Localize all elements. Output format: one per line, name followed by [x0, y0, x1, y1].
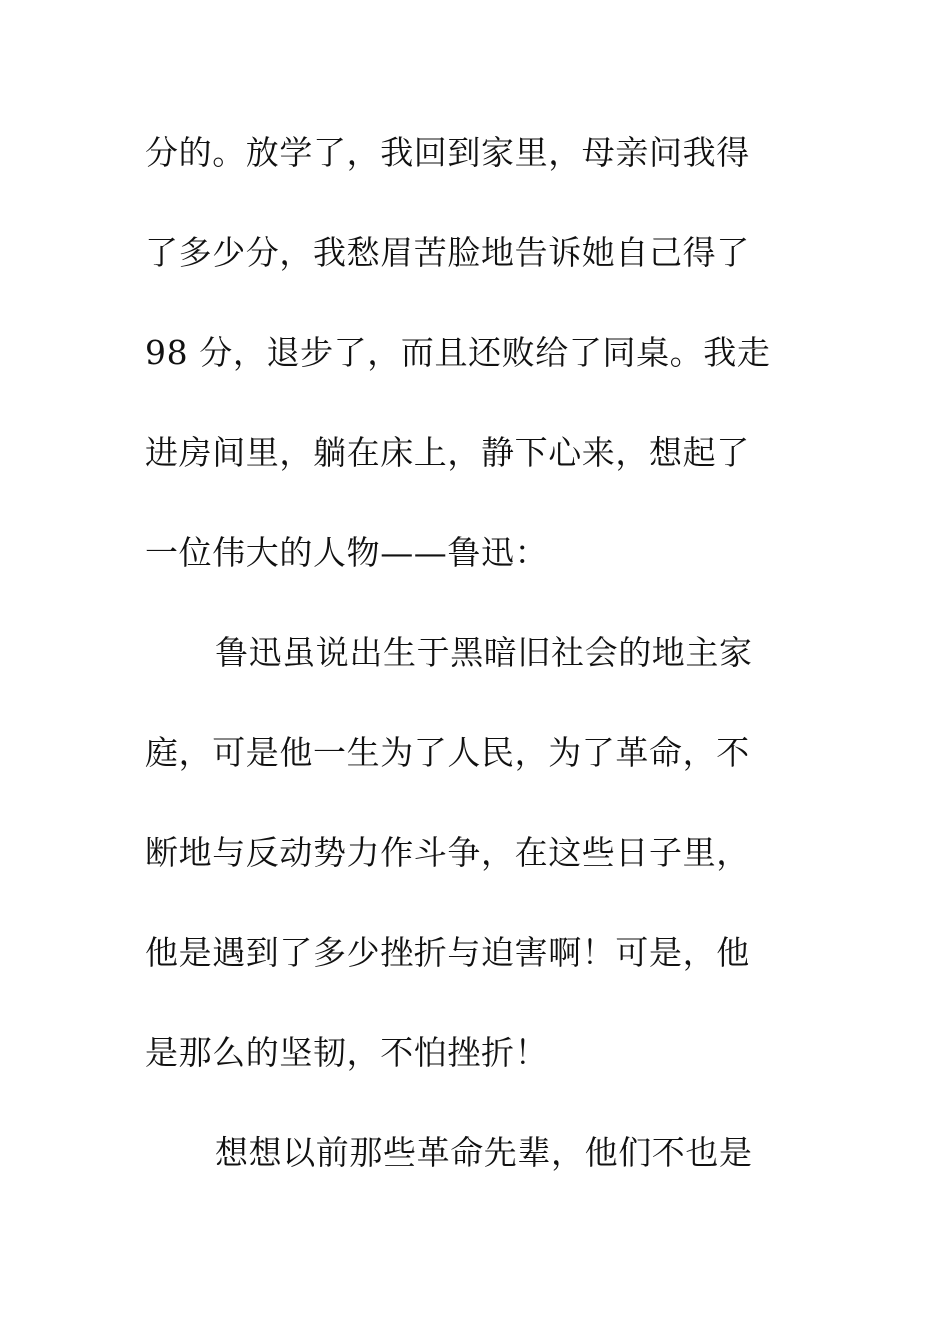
text-line: 了多少分，我愁眉苦脸地告诉她自己得了	[145, 233, 750, 272]
paragraph-start-line: 想想以前那些革命先辈，他们不也是	[215, 1133, 753, 1172]
document-body	[145, 127, 795, 1227]
text-line: 98 分，退步了，而且还败给了同桌。我走	[145, 333, 771, 372]
text-line: 一位伟大的人物——鲁迅：	[145, 533, 549, 572]
text-line: 断地与反动势力作斗争，在这些日子里，	[145, 833, 750, 872]
text-line: 分的。放学了，我回到家里，母亲问我得	[145, 133, 750, 172]
paragraph-start-line: 鲁迅虽说出生于黑暗旧社会的地主家	[215, 633, 753, 672]
text-line: 庭，可是他一生为了人民，为了革命，不	[145, 733, 750, 772]
text-line: 是那么的坚韧，不怕挫折！	[145, 1033, 549, 1072]
text-line: 进房间里，躺在床上，静下心来，想起了	[145, 433, 750, 472]
text-line: 他是遇到了多少挫折与迫害啊！可是，他	[145, 933, 750, 972]
